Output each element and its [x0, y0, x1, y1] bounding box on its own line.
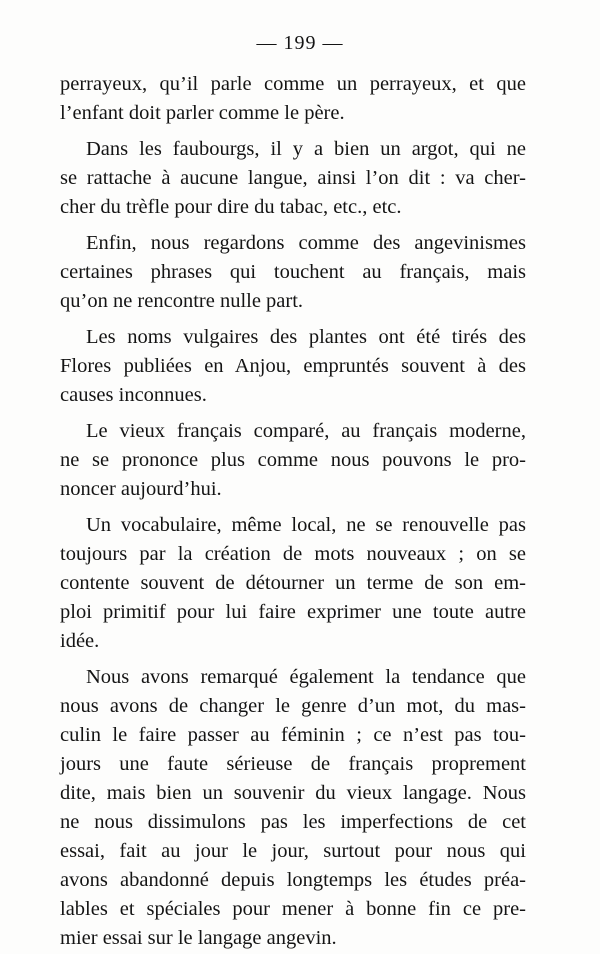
text-line: Nous avons remarqué également la tendance que	[86, 666, 526, 688]
text-line: Un vocabulaire, même local, ne se renouvelle pas	[86, 514, 526, 536]
text-line: ne nous dissimulons pas les imperfections de cet	[60, 811, 526, 833]
text-line: avons abandonné depuis longtemps les études préa-	[60, 869, 526, 891]
text-line: Flores publiées en Anjou, empruntés souvent à des	[60, 355, 526, 377]
text-line: culin le faire passer au féminin ; ce n’est pas tou-	[60, 724, 526, 746]
text-line: se rattache à aucune langue, ainsi l’on dit : va cher-	[60, 167, 526, 189]
text-line: noncer aujourd’hui.	[60, 478, 222, 500]
text-line: certaines phrases qui touchent au français, mais	[60, 261, 526, 283]
text-line: l’enfant doit parler comme le père.	[60, 102, 345, 124]
paragraph	[60, 135, 526, 222]
text-line: ploi primitif pour lui faire exprimer une toute autre	[60, 601, 526, 623]
text-line: dite, mais bien un souvenir du vieux langage. Nous	[60, 782, 526, 804]
text-line: essai, fait au jour le jour, surtout pour nous qui	[60, 840, 526, 862]
text-line: toujours par la création de mots nouveaux ; on se	[60, 543, 526, 565]
paragraph	[60, 229, 526, 316]
body-text	[60, 70, 526, 953]
paragraph	[60, 323, 526, 410]
text-line: idée.	[60, 630, 100, 652]
paragraph	[60, 663, 526, 953]
paragraph	[60, 70, 526, 128]
text-line: qu’on ne rencontre nulle part.	[60, 290, 304, 312]
paragraph	[60, 511, 526, 656]
page-number: — 199 —	[256, 32, 344, 54]
text-line: Les noms vulgaires des plantes ont été tirés des	[86, 326, 526, 348]
text-line: lables et spéciales pour mener à bonne fin ce pre-	[60, 898, 526, 920]
text-line: Le vieux français comparé, au français moderne,	[86, 420, 526, 442]
paragraph	[60, 417, 526, 504]
text-line: nous avons de changer le genre d’un mot, du mas-	[60, 695, 526, 717]
text-line: Enfin, nous regardons comme des angevinismes	[86, 232, 526, 254]
text-line: cher du trèfle pour dire du tabac, etc., etc.	[60, 196, 402, 218]
text-line: perrayeux, qu’il parle comme un perrayeux, et que	[60, 73, 526, 95]
text-line: contente souvent de détourner un terme de son em-	[60, 572, 526, 594]
text-line: jours une faute sérieuse de français proprement	[60, 753, 526, 775]
text-line: causes inconnues.	[60, 384, 207, 406]
text-line: ne se prononce plus comme nous pouvons le pro-	[60, 449, 526, 471]
text-line: mier essai sur le langage angevin.	[60, 927, 337, 949]
text-line: Dans les faubourgs, il y a bien un argot, qui ne	[86, 138, 526, 160]
